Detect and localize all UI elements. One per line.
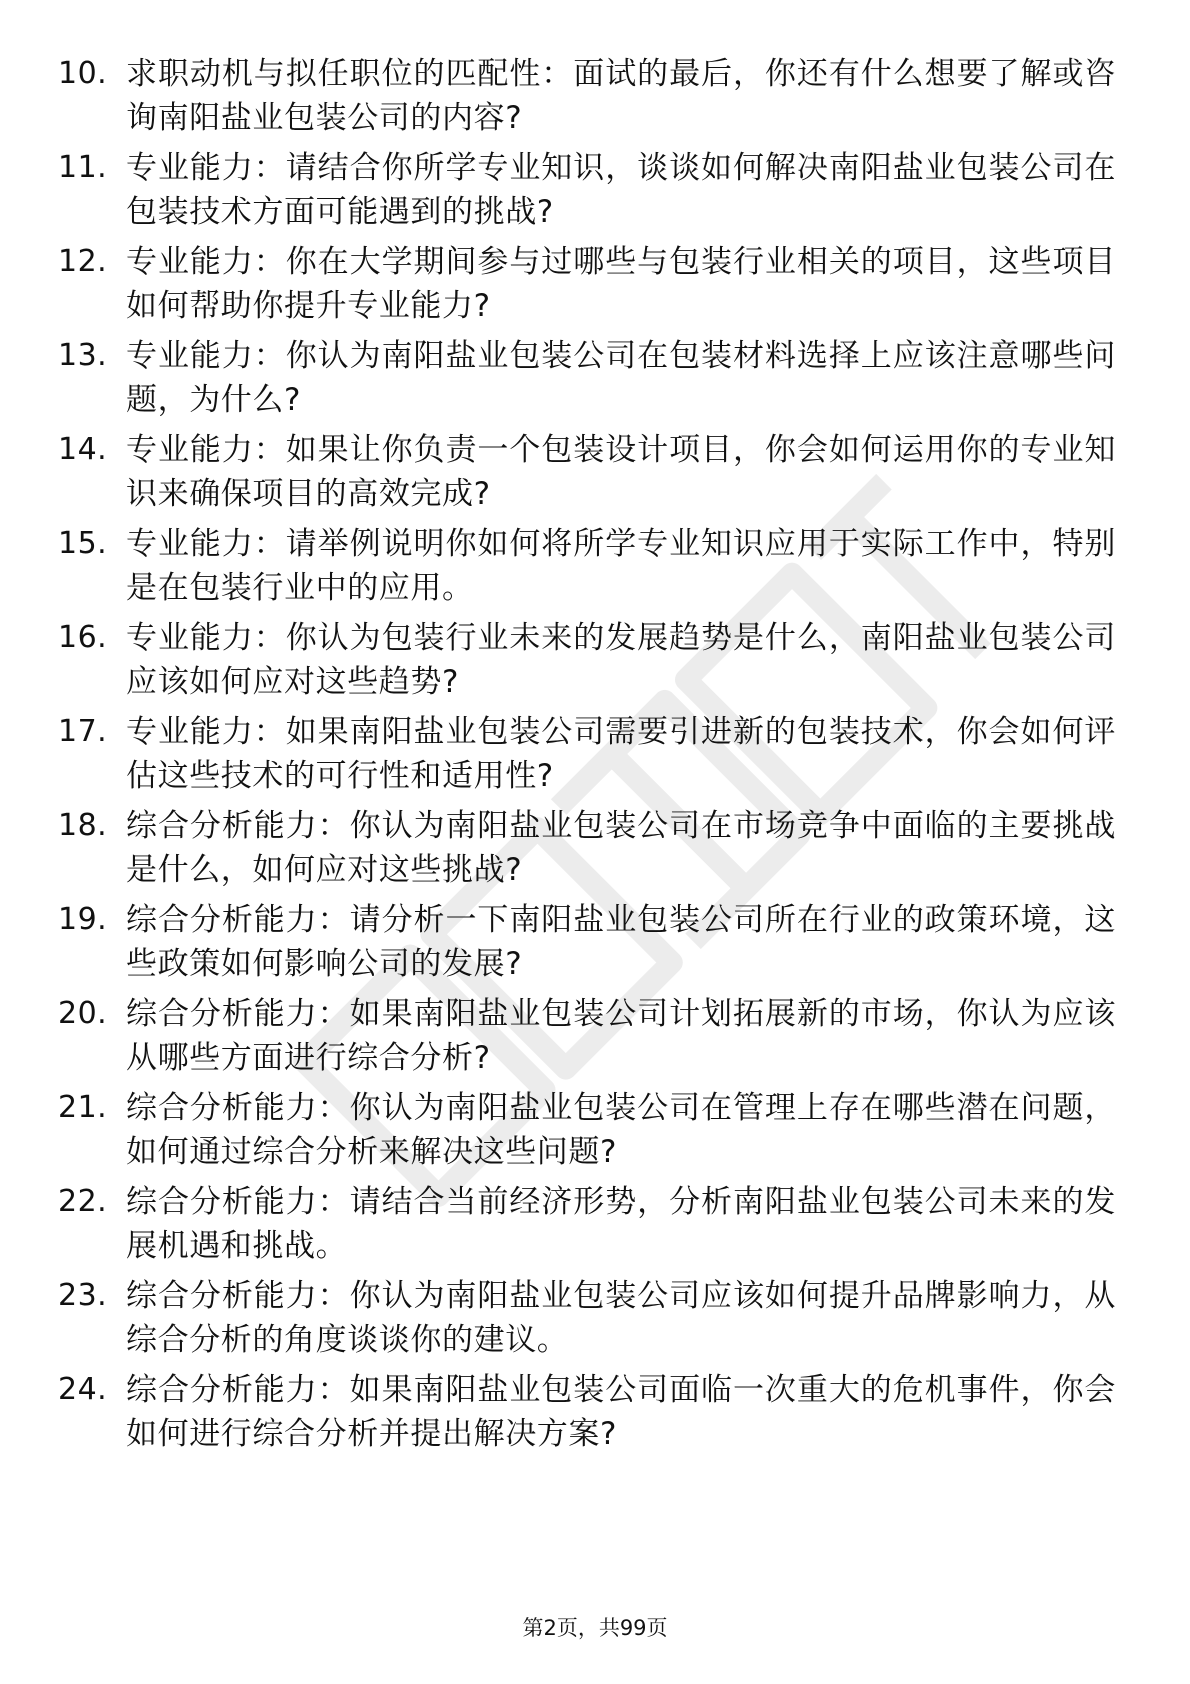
question-text: 综合分析能力：你认为南阳盐业包装公司应该如何提升品牌影响力，从综合分析的角度谈谈你的建议。 bbox=[126, 1278, 1116, 1358]
question-text: 专业能力：请举例说明你如何将所学专业知识应用于实际工作中，特别是在包装行业中的应用。 bbox=[126, 526, 1116, 606]
question-text: 综合分析能力：请分析一下南阳盐业包装公司所在行业的政策环境，这些政策如何影响公司的发展? bbox=[126, 902, 1116, 982]
question-number: 18. bbox=[58, 808, 108, 843]
question-text: 综合分析能力：请结合当前经济形势，分析南阳盐业包装公司未来的发展机遇和挑战。 bbox=[126, 1184, 1116, 1264]
question-number: 20. bbox=[58, 996, 108, 1031]
question-text: 专业能力：你认为包装行业未来的发展趋势是什么，南阳盐业包装公司应该如何应对这些趋势? bbox=[126, 620, 1116, 700]
question-number: 11. bbox=[58, 150, 108, 185]
question-text: 求职动机与拟任职位的匹配性：面试的最后，你还有什么想要了解或咨询南阳盐业包装公司的内容? bbox=[126, 56, 1116, 136]
question-number: 10. bbox=[58, 56, 108, 91]
question-text: 专业能力：请结合你所学专业知识，谈谈如何解决南阳盐业包装公司在包装技术方面可能遇到的挑战? bbox=[126, 150, 1116, 230]
question-number: 13. bbox=[58, 338, 108, 373]
page-number-footer: 第2页，共99页 bbox=[522, 1616, 668, 1640]
question-text: 综合分析能力：如果南阳盐业包装公司面临一次重大的危机事件，你会如何进行综合分析并提出解决方案? bbox=[126, 1372, 1116, 1452]
question-text: 专业能力：你认为南阳盐业包装公司在包装材料选择上应该注意哪些问题，为什么? bbox=[126, 338, 1116, 418]
question-number: 17. bbox=[58, 714, 108, 749]
question-text: 专业能力：你在大学期间参与过哪些与包装行业相关的项目，这些项目如何帮助你提升专业能力? bbox=[126, 244, 1116, 324]
question-text: 专业能力：如果南阳盐业包装公司需要引进新的包装技术，你会如何评估这些技术的可行性和适用性? bbox=[126, 714, 1116, 794]
question-number: 24. bbox=[58, 1372, 108, 1407]
question-number: 16. bbox=[58, 620, 108, 655]
question-number: 15. bbox=[58, 526, 108, 561]
question-text: 综合分析能力：你认为南阳盐业包装公司在管理上存在哪些潜在问题，如何通过综合分析来解决这些问题? bbox=[126, 1090, 1116, 1170]
question-text: 专业能力：如果让你负责一个包装设计项目，你会如何运用你的专业知识来确保项目的高效完成? bbox=[126, 432, 1116, 512]
question-number: 22. bbox=[58, 1184, 108, 1219]
question-number: 14. bbox=[58, 432, 108, 467]
question-text: 综合分析能力：如果南阳盐业包装公司计划拓展新的市场，你认为应该从哪些方面进行综合分析? bbox=[126, 996, 1116, 1076]
question-number: 23. bbox=[58, 1278, 108, 1313]
question-number: 12. bbox=[58, 244, 108, 279]
question-number: 21. bbox=[58, 1090, 108, 1125]
question-number: 19. bbox=[58, 902, 108, 937]
question-text: 综合分析能力：你认为南阳盐业包装公司在市场竞争中面临的主要挑战是什么，如何应对这些挑战? bbox=[126, 808, 1116, 888]
